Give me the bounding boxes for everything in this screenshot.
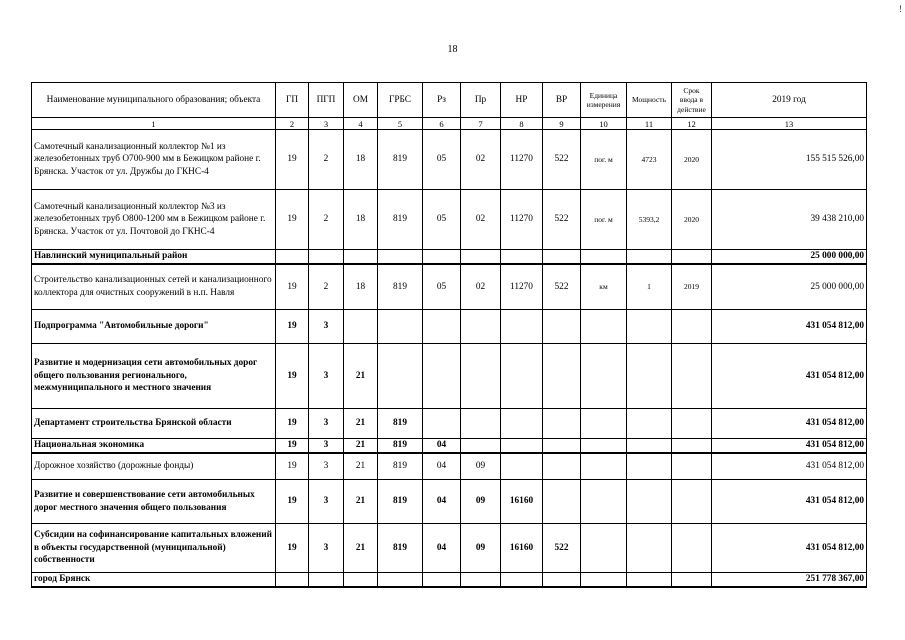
cell-gp: [276, 250, 309, 264]
cell-rz: [423, 310, 461, 344]
cell-pgp: 3: [309, 480, 344, 524]
cell-rz: 05: [423, 264, 461, 310]
cell-term: [672, 409, 712, 439]
cell-pgp: 3: [309, 524, 344, 573]
table-row: [32, 409, 867, 439]
table-row: [32, 524, 867, 573]
cell-om: 21: [344, 344, 378, 409]
cell-sum-2019: 431 054 812,00: [712, 480, 867, 524]
column-number: 7: [461, 118, 501, 130]
cell-om: [344, 310, 378, 344]
table-row: [32, 310, 867, 344]
cell-nr: [501, 439, 543, 453]
cell-term: [672, 524, 712, 573]
header-unit: Единица измерения: [581, 83, 627, 118]
cell-unit: [581, 310, 627, 344]
cell-grbs: [378, 344, 423, 409]
header-nr: НР: [501, 83, 543, 118]
cell-rz: 04: [423, 480, 461, 524]
cell-unit: [581, 439, 627, 453]
cell-sum-2019: 431 054 812,00: [712, 310, 867, 344]
table-row: [32, 480, 867, 524]
cell-nr: 16160: [501, 480, 543, 524]
cell-pr: 09: [461, 453, 501, 480]
cell-power: [627, 250, 672, 264]
cell-rz: [423, 250, 461, 264]
column-number: 4: [344, 118, 378, 130]
cell-gp: 19: [276, 190, 309, 250]
header-grbs: ГРБС: [378, 83, 423, 118]
header-om: ОМ: [344, 83, 378, 118]
cell-sum-2019: 25 000 000,00: [712, 250, 867, 264]
cell-pr: [461, 573, 501, 587]
cell-gp: 19: [276, 480, 309, 524]
cell-om: 18: [344, 264, 378, 310]
cell-nr: 11270: [501, 190, 543, 250]
cell-pr: [461, 344, 501, 409]
cell-vr: [543, 310, 581, 344]
cell-pgp: [309, 250, 344, 264]
cell-sum-2019: 25 000 000,00: [712, 264, 867, 310]
cell-unit: [581, 344, 627, 409]
cell-pgp: 2: [309, 190, 344, 250]
row-name: Дорожное хозяйство (дорожные фонды): [32, 453, 276, 480]
cell-om: 21: [344, 480, 378, 524]
column-number: 13: [712, 118, 867, 130]
cell-vr: [543, 573, 581, 587]
cell-sum-2019: 39 438 210,00: [712, 190, 867, 250]
cell-gp: 19: [276, 439, 309, 453]
table-row: [32, 264, 867, 310]
cell-unit: [581, 524, 627, 573]
cell-rz: 04: [423, 439, 461, 453]
cell-power: [627, 480, 672, 524]
cell-unit: [581, 250, 627, 264]
cell-nr: 16160: [501, 524, 543, 573]
cell-nr: [501, 453, 543, 480]
cell-om: 21: [344, 453, 378, 480]
cell-rz: 05: [423, 130, 461, 190]
header-pgp: ПГП: [309, 83, 344, 118]
cell-grbs: [378, 250, 423, 264]
cell-power: [627, 453, 672, 480]
cell-grbs: [378, 573, 423, 587]
cell-sum-2019: 431 054 812,00: [712, 344, 867, 409]
cell-unit: [581, 453, 627, 480]
column-number: 11: [627, 118, 672, 130]
cell-term: [672, 310, 712, 344]
cell-term: [672, 480, 712, 524]
cell-gp: [276, 573, 309, 587]
column-number: 1: [32, 118, 276, 130]
cell-rz: [423, 409, 461, 439]
cell-unit: км: [581, 264, 627, 310]
table-row: [32, 453, 867, 480]
cell-pr: [461, 250, 501, 264]
cell-pr: 09: [461, 480, 501, 524]
cell-grbs: 819: [378, 130, 423, 190]
header-row: [32, 83, 867, 118]
column-number: 10: [581, 118, 627, 130]
header-name: Наименование муниципального образования; объекта: [32, 83, 276, 118]
column-number: 8: [501, 118, 543, 130]
cell-gp: 19: [276, 344, 309, 409]
row-name: Строительство канализационных сетей и канализационного коллектора для очистных сооружений в н.п. Навля: [32, 264, 276, 310]
cell-pgp: 3: [309, 310, 344, 344]
cell-nr: [501, 310, 543, 344]
cell-term: [672, 453, 712, 480]
cell-pgp: 3: [309, 453, 344, 480]
cell-sum-2019: 431 054 812,00: [712, 409, 867, 439]
row-name: Развитие и модернизация сети автомобильных дорог общего пользования регионального, межмуниципального и местного значения: [32, 344, 276, 409]
cell-pr: 09: [461, 524, 501, 573]
cell-grbs: 819: [378, 190, 423, 250]
cell-sum-2019: 251 778 367,00: [712, 573, 867, 587]
cell-om: 21: [344, 409, 378, 439]
cell-pgp: [309, 573, 344, 587]
table-row: [32, 190, 867, 250]
cell-term: 2020: [672, 190, 712, 250]
cell-pr: [461, 409, 501, 439]
cell-grbs: 819: [378, 480, 423, 524]
cell-term: 2019: [672, 264, 712, 310]
cell-term: [672, 439, 712, 453]
column-number: 3: [309, 118, 344, 130]
column-number: 5: [378, 118, 423, 130]
header-power: Мощность: [627, 83, 672, 118]
cell-om: 21: [344, 524, 378, 573]
cell-nr: [501, 573, 543, 587]
cell-rz: [423, 344, 461, 409]
cell-pr: 02: [461, 264, 501, 310]
column-number: 12: [672, 118, 712, 130]
cell-om: 18: [344, 190, 378, 250]
cell-nr: [501, 344, 543, 409]
budget-table: [31, 82, 867, 588]
cell-nr: 11270: [501, 264, 543, 310]
cell-vr: 522: [543, 190, 581, 250]
cell-sum-2019: 155 515 526,00: [712, 130, 867, 190]
cell-grbs: 819: [378, 409, 423, 439]
cell-nr: [501, 409, 543, 439]
cell-unit: пог. м: [581, 190, 627, 250]
cell-sum-2019: 431 054 812,00: [712, 524, 867, 573]
cell-vr: 522: [543, 130, 581, 190]
cell-gp: 19: [276, 264, 309, 310]
row-name: Самотечный канализационный коллектор №1 из железобетонных труб О700-900 мм в Бежицком районе г. Брянска. Участок от ул. Дружбы до ГКНС-4: [32, 130, 276, 190]
cell-gp: 19: [276, 453, 309, 480]
cell-grbs: 819: [378, 264, 423, 310]
cell-vr: [543, 250, 581, 264]
cell-power: [627, 344, 672, 409]
column-number: 6: [423, 118, 461, 130]
header-term: Срок ввода в действие: [672, 83, 712, 118]
header-year: 2019 год: [712, 83, 867, 118]
row-name: Департамент строительства Брянской области: [32, 409, 276, 439]
cell-unit: [581, 480, 627, 524]
cell-unit: [581, 573, 627, 587]
cell-power: [627, 573, 672, 587]
table-row: [32, 130, 867, 190]
header-pr: Пр: [461, 83, 501, 118]
cell-rz: 05: [423, 190, 461, 250]
cell-power: [627, 409, 672, 439]
cell-gp: 19: [276, 409, 309, 439]
cell-om: 21: [344, 439, 378, 453]
cell-pr: 02: [461, 130, 501, 190]
row-name: Национальная экономика: [32, 439, 276, 453]
cell-pgp: 3: [309, 439, 344, 453]
cell-term: [672, 344, 712, 409]
cell-om: [344, 250, 378, 264]
cell-rz: [423, 573, 461, 587]
cell-om: [344, 573, 378, 587]
cell-pgp: 3: [309, 344, 344, 409]
cell-pr: [461, 439, 501, 453]
column-number: 9: [543, 118, 581, 130]
cell-power: [627, 310, 672, 344]
cell-term: 2020: [672, 130, 712, 190]
cell-vr: [543, 439, 581, 453]
cell-pr: 02: [461, 190, 501, 250]
cell-sum-2019: 431 054 812,00: [712, 453, 867, 480]
cell-unit: пог. м: [581, 130, 627, 190]
cell-gp: 19: [276, 310, 309, 344]
cell-pgp: 2: [309, 130, 344, 190]
cell-vr: [543, 453, 581, 480]
page-number: 18: [447, 44, 458, 55]
cell-pgp: 3: [309, 409, 344, 439]
header-gp: ГП: [276, 83, 309, 118]
cell-grbs: 819: [378, 524, 423, 573]
table-row: [32, 344, 867, 409]
cell-vr: [543, 409, 581, 439]
cell-power: 1: [627, 264, 672, 310]
cell-gp: 19: [276, 130, 309, 190]
cell-pgp: 2: [309, 264, 344, 310]
cell-power: 4723: [627, 130, 672, 190]
column-number-row: [32, 118, 867, 130]
column-number: 2: [276, 118, 309, 130]
cell-term: [672, 250, 712, 264]
table-row: [32, 573, 867, 587]
cell-pr: [461, 310, 501, 344]
cell-power: 5393,2: [627, 190, 672, 250]
cell-gp: 19: [276, 524, 309, 573]
cell-nr: 11270: [501, 130, 543, 190]
table-row: [32, 250, 867, 264]
cell-vr: [543, 344, 581, 409]
cell-vr: 522: [543, 264, 581, 310]
row-name: Подпрограмма "Автомобильные дороги": [32, 310, 276, 344]
cell-unit: [581, 409, 627, 439]
cell-term: [672, 573, 712, 587]
row-name: Развитие и совершенствование сети автомобильных дорог местного значения общего пользования: [32, 480, 276, 524]
cell-grbs: 819: [378, 439, 423, 453]
cell-power: [627, 524, 672, 573]
cell-power: [627, 439, 672, 453]
cell-grbs: [378, 310, 423, 344]
cell-sum-2019: 431 054 812,00: [712, 439, 867, 453]
cell-rz: 04: [423, 453, 461, 480]
cell-nr: [501, 250, 543, 264]
row-name: Самотечный канализационный коллектор №3 из железобетонных труб О800-1200 мм в Бежицком районе г. Брянска. Участок от ул. Почтовой до ГКНС-4: [32, 190, 276, 250]
corner-mark: !: [899, 4, 902, 14]
table-row: [32, 439, 867, 453]
header-vr: ВР: [543, 83, 581, 118]
cell-om: 18: [344, 130, 378, 190]
cell-grbs: 819: [378, 453, 423, 480]
row-name: Субсидии на софинансирование капитальных вложений в объекты государственной (муниципальной) собственности: [32, 524, 276, 573]
row-name: город Брянск: [32, 573, 276, 587]
header-rz: Рз: [423, 83, 461, 118]
row-name: Навлинский муниципальный район: [32, 250, 276, 264]
cell-vr: 522: [543, 524, 581, 573]
cell-rz: 04: [423, 524, 461, 573]
cell-vr: [543, 480, 581, 524]
